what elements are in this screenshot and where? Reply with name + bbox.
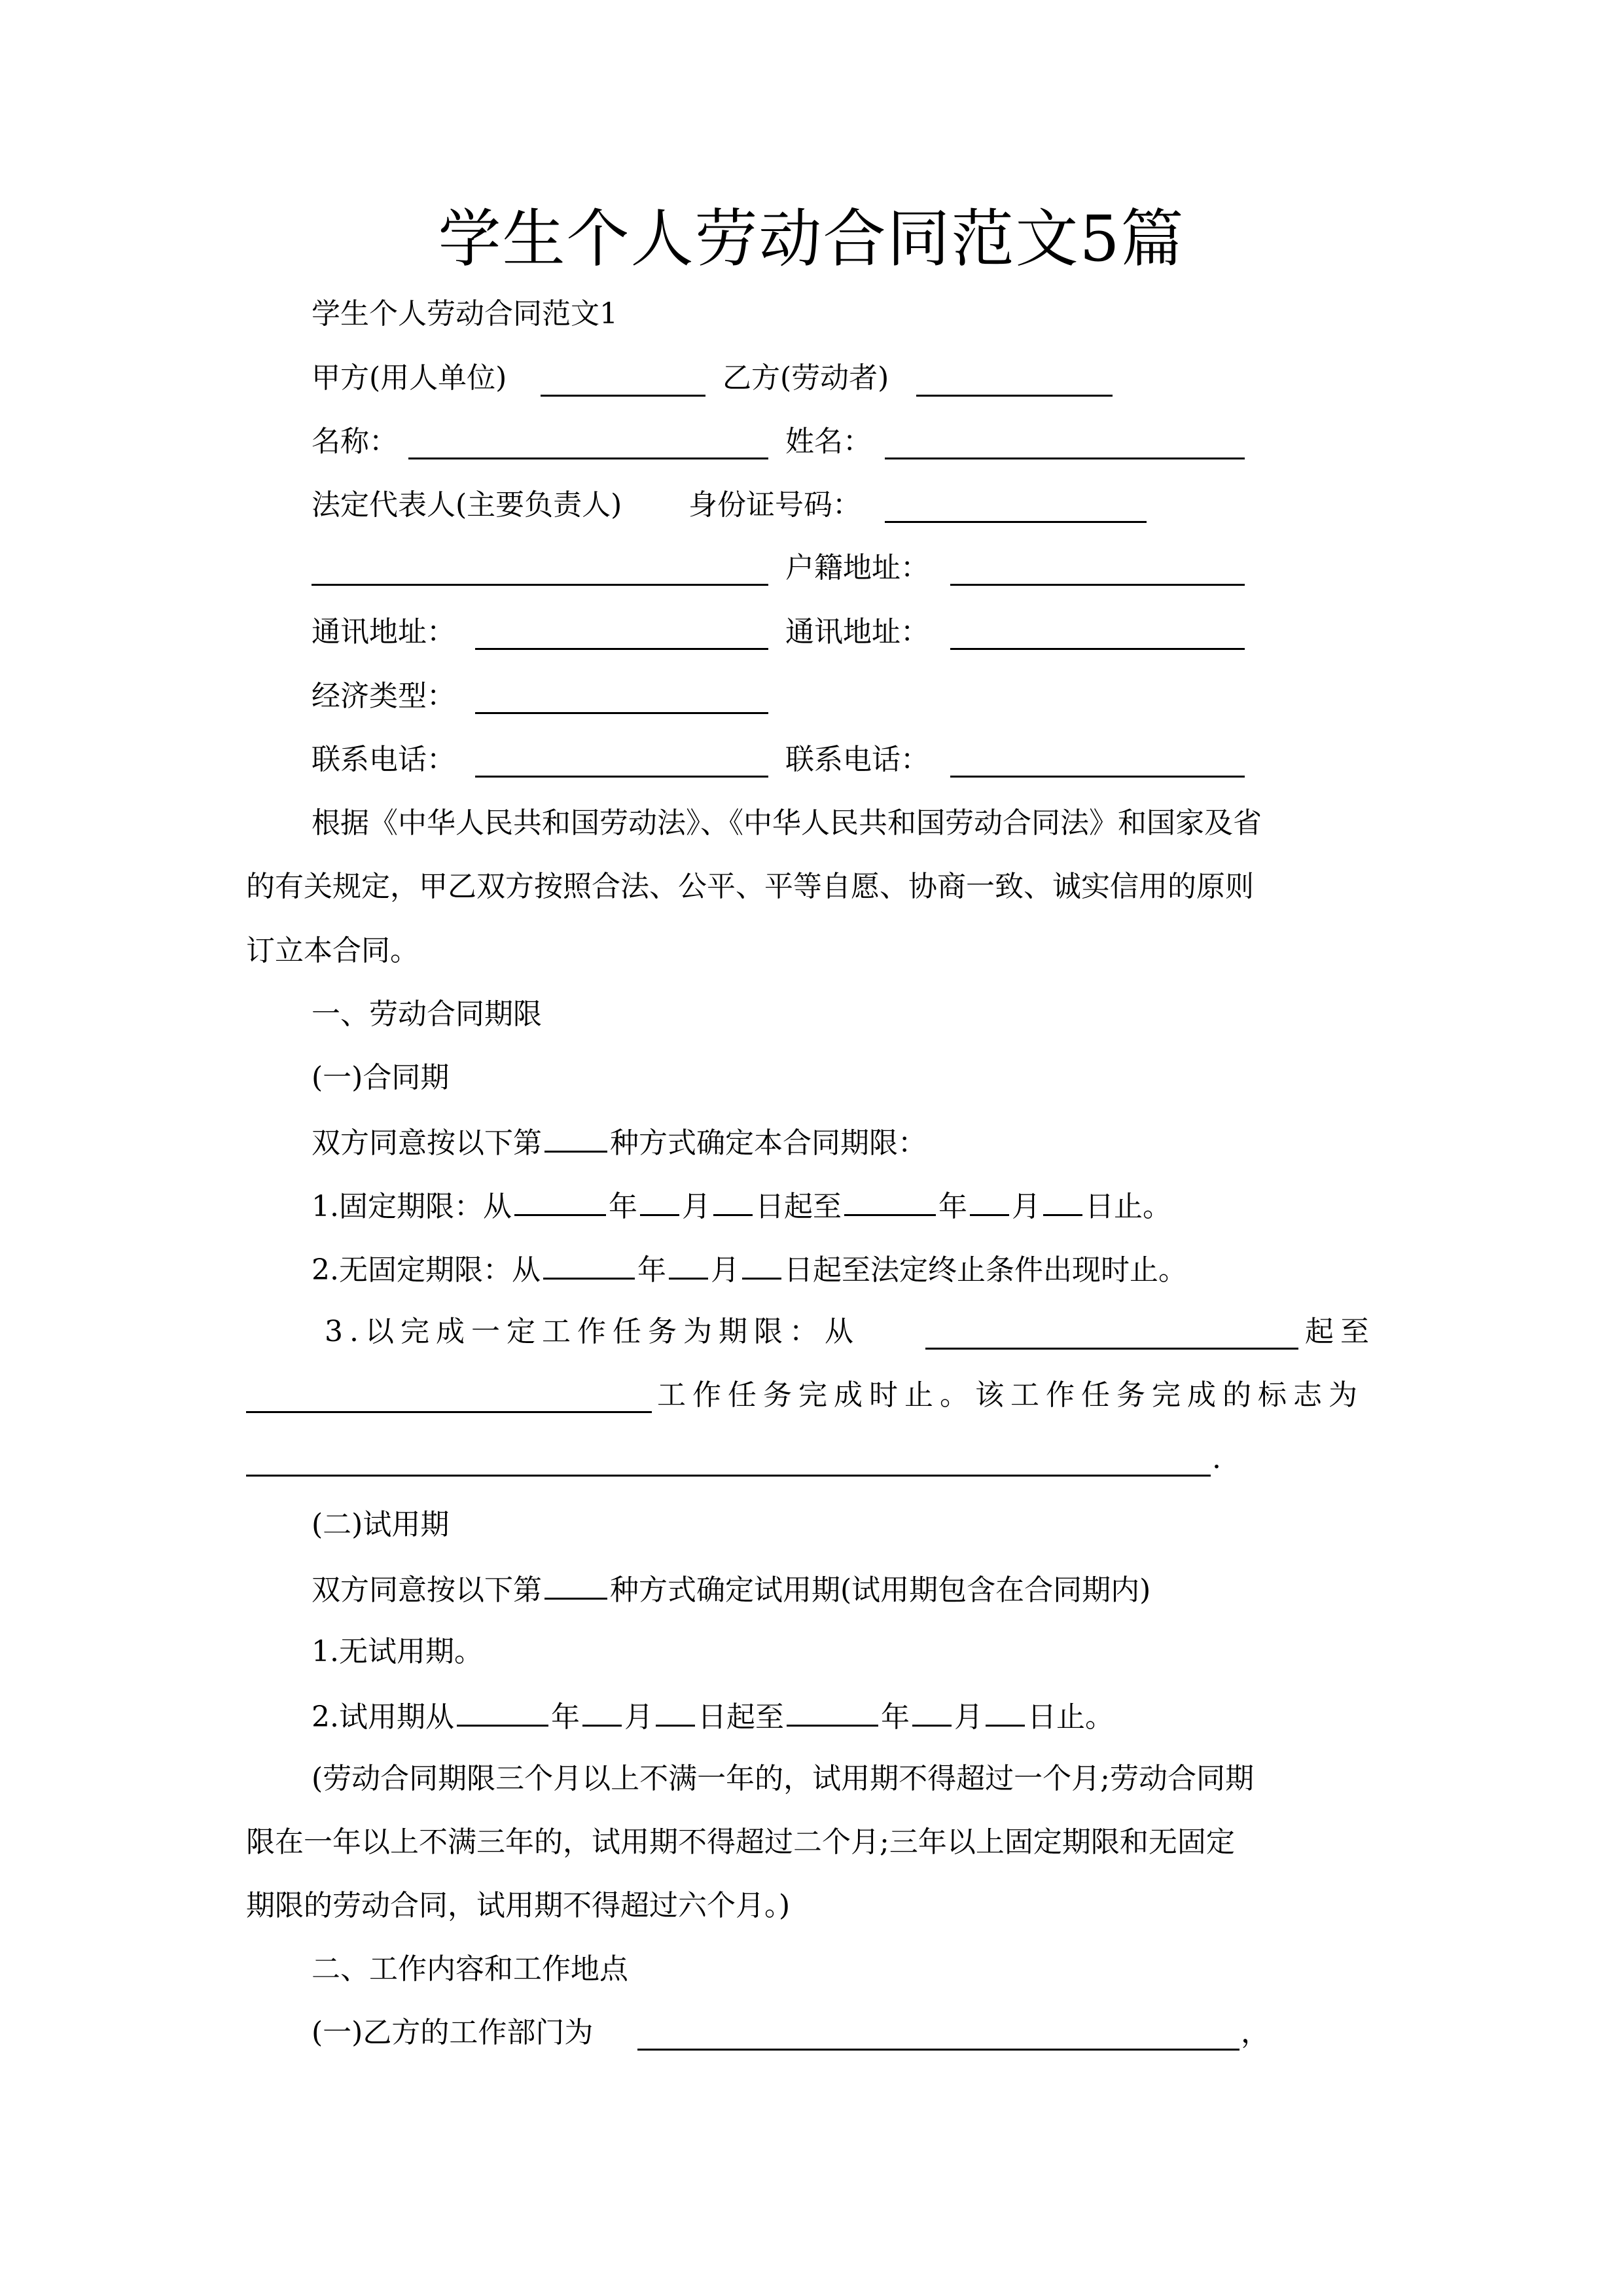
task-end-field[interactable] — [246, 1411, 652, 1413]
trial-start-day-field[interactable] — [656, 1696, 695, 1727]
month-label: 月 — [624, 1700, 653, 1734]
fixed-term-item — [312, 1185, 1171, 1227]
trial-method-field[interactable] — [544, 1569, 607, 1600]
id-number-label: 身份证号码： — [688, 488, 861, 522]
open-start-day-field[interactable] — [742, 1249, 781, 1280]
trial-start-year-field[interactable] — [457, 1696, 548, 1727]
household-address-label: 户籍地址： — [785, 551, 929, 584]
task-to-label: 起至 — [1305, 1315, 1376, 1348]
start-month-field[interactable] — [640, 1185, 679, 1216]
intro-text-a: 双方同意按以下第 — [312, 1573, 542, 1607]
year-label: 年 — [880, 1700, 910, 1734]
trial-end-day-field[interactable] — [986, 1696, 1025, 1727]
end-month-field[interactable] — [970, 1185, 1009, 1216]
year-label: 年 — [637, 1253, 666, 1287]
intro-text-b: 种方式确定试用期(试用期包含在合同期内) — [610, 1573, 1151, 1607]
year-label: 年 — [938, 1190, 967, 1223]
name-label: 名称： — [312, 425, 398, 458]
trial-dates-item — [312, 1696, 1114, 1737]
day-from-label: 日起至 — [755, 1190, 842, 1223]
document-title: 学生个人劳动合同范文5篇 — [438, 202, 1185, 276]
preamble-line-1: 根据《中华人民共和国劳动法》、《中华人民共和国劳动合同法》和国家及省 — [312, 806, 1262, 840]
trial-dates-label: 2.试用期从 — [312, 1700, 454, 1734]
work-department-comma: ， — [1241, 2016, 1270, 2049]
trial-note-line-1: (劳动合同期限三个月以上不满一年的，试用期不得超过一个月;劳动合同期 — [312, 1762, 1254, 1795]
task-start-field[interactable] — [925, 1348, 1298, 1350]
person-name-label: 姓名： — [785, 425, 872, 458]
task-term-label: 3.以完成一定工作任务为期限：从 — [325, 1315, 860, 1348]
mailing-address-a-field[interactable] — [475, 648, 768, 650]
start-year-field[interactable] — [514, 1185, 606, 1216]
trial-note-line-2: 限在一年以上不满三年的，试用期不得超过二个月;三年以上固定期限和无固定 — [246, 1825, 1235, 1859]
mailing-address-b-label: 通讯地址： — [785, 615, 929, 649]
section-1-heading: 一、劳动合同期限 — [312, 997, 542, 1031]
mailing-address-b-field[interactable] — [950, 648, 1245, 650]
economic-type-label: 经济类型： — [312, 679, 455, 713]
end-day-field[interactable] — [1043, 1185, 1082, 1216]
start-day-field[interactable] — [713, 1185, 753, 1216]
fixed-term-label: 1.固定期限：从 — [312, 1190, 512, 1223]
legal-rep-label: 法定代表人(主要负责人) — [312, 488, 622, 522]
company-name-field[interactable] — [408, 457, 768, 459]
household-address-field[interactable] — [950, 584, 1245, 586]
phone-a-label: 联系电话： — [312, 743, 455, 776]
task-end-period: . — [1212, 1442, 1221, 1475]
trial-end-year-field[interactable] — [787, 1696, 878, 1727]
year-label: 年 — [550, 1700, 580, 1734]
mailing-address-a-label: 通讯地址： — [312, 615, 455, 649]
phone-a-field[interactable] — [475, 776, 768, 778]
contract-period-intro — [312, 1122, 927, 1163]
month-label: 月 — [954, 1700, 983, 1734]
no-trial-item: 1.无试用期。 — [312, 1635, 483, 1668]
preamble-line-3: 订立本合同。 — [246, 934, 419, 967]
intro-text-a: 双方同意按以下第 — [312, 1126, 542, 1160]
end-year-field[interactable] — [844, 1185, 936, 1216]
end-label: 日止。 — [1027, 1700, 1114, 1734]
party-a-label: 甲方(用人单位) — [312, 361, 507, 395]
id-number-field[interactable] — [885, 521, 1147, 523]
legal-rep-field[interactable] — [312, 584, 768, 586]
method-number-field[interactable] — [544, 1122, 607, 1153]
party-b-field[interactable] — [916, 395, 1113, 397]
section-subtitle: 学生个人劳动合同范文1 — [312, 297, 618, 331]
end-label: 日起至法定终止条件出现时止。 — [783, 1253, 1187, 1287]
party-b-label: 乙方(劳动者) — [722, 361, 889, 395]
trial-start-month-field[interactable] — [582, 1696, 622, 1727]
party-a-field[interactable] — [541, 395, 705, 397]
trial-period-heading: (二)试用期 — [312, 1508, 450, 1541]
trial-period-intro — [312, 1569, 1150, 1610]
work-department-field[interactable] — [637, 2049, 1240, 2051]
section-2-heading: 二、工作内容和工作地点 — [312, 1952, 628, 1986]
open-term-item — [312, 1249, 1187, 1290]
open-start-month-field[interactable] — [669, 1249, 708, 1280]
month-label: 月 — [681, 1190, 711, 1223]
phone-b-field[interactable] — [950, 776, 1245, 778]
day-from-label: 日起至 — [697, 1700, 784, 1734]
economic-type-field[interactable] — [475, 712, 768, 714]
intro-text-b: 种方式确定本合同期限： — [610, 1126, 927, 1160]
task-completion-text: 工作任务完成时止。该工作任务完成的标志为 — [657, 1378, 1364, 1412]
open-start-year-field[interactable] — [543, 1249, 635, 1280]
contract-period-heading: (一)合同期 — [312, 1061, 450, 1094]
month-label: 月 — [1011, 1190, 1041, 1223]
open-term-label: 2.无固定期限：从 — [312, 1253, 541, 1287]
trial-note-line-3: 期限的劳动合同，试用期不得超过六个月。) — [246, 1889, 791, 1922]
year-label: 年 — [608, 1190, 637, 1223]
work-department-label: (一)乙方的工作部门为 — [312, 2016, 594, 2049]
trial-end-month-field[interactable] — [912, 1696, 952, 1727]
person-name-field[interactable] — [885, 457, 1245, 459]
task-completion-mark-field[interactable] — [246, 1475, 1211, 1477]
phone-b-label: 联系电话： — [785, 743, 929, 776]
end-label: 日止。 — [1084, 1190, 1171, 1223]
month-label: 月 — [710, 1253, 740, 1287]
preamble-line-2: 的有关规定，甲乙双方按照合法、公平、平等自愿、协商一致、诚实信用的原则 — [246, 870, 1254, 903]
